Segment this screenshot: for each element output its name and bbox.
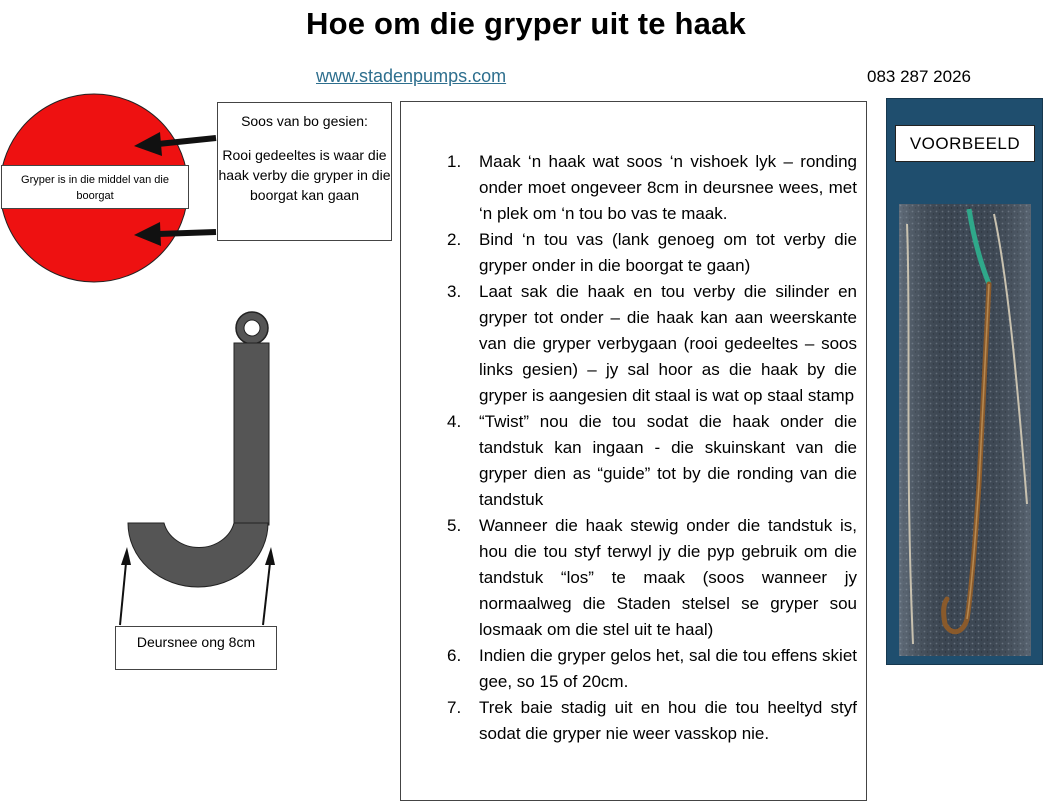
step-item [447, 513, 857, 643]
hook-shank [234, 343, 269, 525]
step-item [447, 643, 857, 695]
step-text: Indien die gryper gelos het, sal die tou effens skiet gee, so 15 of 20cm. [479, 646, 857, 691]
phone-number: 083 287 2026 [867, 67, 971, 86]
step-text: “Twist” nou die tou sodat die haak onder die tandstuk kan ingaan - die skuinskant van die gryper dien as “guide” tot by die ronding van die tandstuk [479, 412, 857, 509]
step-item [447, 149, 857, 227]
step-text: Trek baie stadig uit en hou die tou heeltyd styf sodat die gryper nie weer vasskop nie. [479, 698, 857, 743]
page-title-text: Hoe om die gryper uit te haak [306, 6, 746, 41]
step-item [447, 695, 857, 747]
hook-diagram [100, 295, 300, 635]
step-number: 7. [447, 698, 462, 717]
website-link[interactable]: www.stadenpumps.com [316, 66, 507, 86]
step-text: Wanneer die haak stewig onder die tandstuk is, hou die tou styf terwyl jy die pyp gebruik om die tandstuk “los” te maak (soos wanneer jy normaalweg die Staden stelsel se gryper sou losmaak om die stel uit te haal) [479, 516, 857, 639]
diameter-arrow-right [263, 547, 275, 625]
top-view-callout [217, 102, 392, 241]
hook-bend [128, 523, 268, 587]
step-number: 5. [447, 516, 462, 535]
step-number: 3. [447, 282, 462, 301]
step-item [447, 227, 857, 279]
page-title [0, 6, 1054, 42]
instructions-box [400, 101, 867, 801]
gryper-label: Gryper is in die middel van die boorgat [1, 165, 189, 209]
example-label: VOORBEELD [895, 125, 1035, 162]
step-text: Laat sak die haak en tou verby die silinder en gryper tot onder – die haak kan aan weerskante van die gryper verbygaan (rooi gedeeltes – soos links gesien) – jy sal hoor as die haak by die gryper is aangesien dit staal is wat op staal stamp [479, 282, 857, 405]
step-item [447, 409, 857, 513]
instructions-list [447, 149, 857, 747]
example-hook-photo [899, 204, 1031, 656]
diameter-arrow-left [120, 547, 131, 625]
step-text: Maak ‘n haak wat soos ‘n vishoek lyk – ronding onder moet ongeveer 8cm in deursnee wees, met ‘n plek om ‘n tou bo vas te maak. [479, 152, 857, 223]
top-view-note: Rooi gedeeltes is waar die haak verby die gryper in die boorgat kan gaan [218, 147, 391, 203]
hook-shape [128, 312, 269, 587]
step-number: 2. [447, 230, 462, 249]
step-text: Bind ‘n tou vas (lank genoeg om tot verby die gryper onder in die boorgat te gaan) [479, 230, 857, 275]
step-item [447, 279, 857, 409]
diameter-label: Deursnee ong 8cm [115, 626, 277, 670]
step-number: 6. [447, 646, 462, 665]
step-number: 1. [447, 152, 462, 171]
top-view-heading: Soos van bo gesien: [241, 113, 368, 129]
step-number: 4. [447, 412, 462, 431]
